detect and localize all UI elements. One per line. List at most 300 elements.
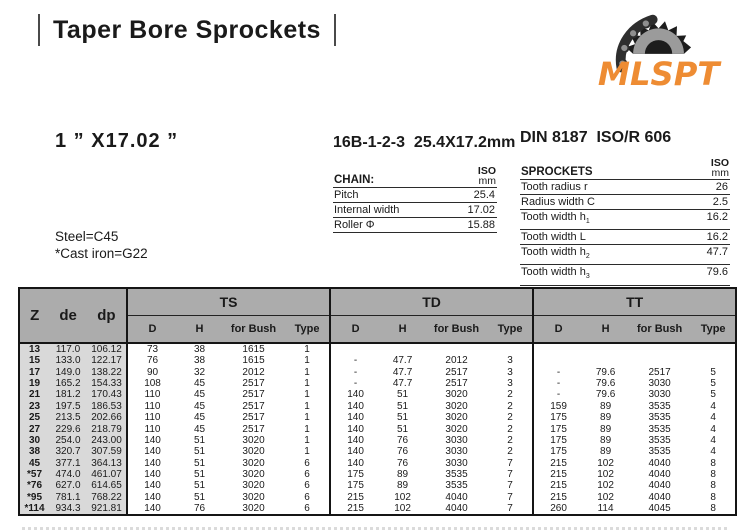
table-cell: 45: [193, 400, 206, 412]
table-cell: 5: [710, 366, 716, 378]
size-label: 1 ” X17.02 ”: [55, 130, 179, 152]
table-cell: 2517: [242, 377, 265, 389]
table-cell: 76: [396, 434, 409, 446]
table-row: [19, 423, 736, 434]
table-cell: 4: [710, 400, 716, 412]
table-cell: 4: [710, 434, 716, 446]
table-cell: 8: [710, 503, 716, 515]
table-row: [19, 378, 736, 389]
table-cell: [583, 355, 628, 366]
table-cell: 51: [396, 389, 409, 401]
group-header-td: TD: [330, 288, 533, 316]
brand-logo: [594, 2, 726, 90]
table-cell: 202.66: [87, 412, 127, 423]
spec-label: Tooth radius r: [521, 181, 588, 193]
table-cell: 4040: [648, 491, 671, 503]
table-cell: 3020: [445, 400, 468, 412]
table-cell: 175: [533, 423, 583, 434]
table-cell: 45: [193, 412, 206, 424]
table-cell: 4045: [648, 503, 671, 515]
table-cell: 229.6: [49, 423, 87, 434]
table-cell: 19: [19, 378, 49, 389]
table-cell: [628, 355, 691, 366]
table-cell: 2: [507, 446, 513, 458]
table-cell: 23: [19, 401, 49, 412]
table-cell: 175: [330, 469, 380, 480]
table-cell: 215: [330, 492, 380, 503]
table-cell: 102: [597, 457, 614, 469]
spec-row: [520, 195, 730, 210]
table-cell: 47.7: [392, 355, 413, 367]
table-cell: 7: [507, 503, 513, 515]
table-cell: 3020: [242, 434, 265, 446]
spec-value: 25.4: [473, 189, 495, 201]
table-cell: 2517: [648, 366, 671, 378]
table-cell: 51: [193, 491, 206, 503]
material-line-steel: Steel=C45: [55, 229, 119, 244]
table-cell: 76: [396, 457, 409, 469]
table-cell: 8: [710, 480, 716, 492]
table-cell: 2517: [242, 412, 265, 424]
table-cell: 6: [304, 457, 310, 469]
table-cell: 117.0: [49, 343, 87, 355]
table-cell: 175: [533, 446, 583, 457]
table-cell: 3535: [445, 480, 468, 492]
table-cell: [488, 343, 533, 355]
table-cell: 2012: [445, 355, 468, 367]
table-row: [19, 503, 736, 515]
table-cell: 89: [600, 412, 612, 424]
table-cell: 1: [304, 344, 310, 355]
table-cell: 108: [127, 378, 177, 389]
dimension-table-wrap: [18, 287, 737, 516]
table-cell: 8: [710, 469, 716, 481]
table-cell: -: [330, 355, 380, 366]
table-cell: -: [330, 366, 380, 377]
table-cell: 7: [507, 469, 513, 481]
table-cell: 260: [533, 503, 583, 515]
table-cell: 140: [330, 446, 380, 457]
spec-row: [333, 188, 497, 203]
table-cell: 4: [710, 446, 716, 458]
spec-label: Tooth width $h_2$: [521, 246, 590, 261]
table-cell: 3535: [445, 469, 468, 481]
table-cell: 106.12: [87, 343, 127, 355]
standard-heading: DIN 8187 ISO/R 606: [520, 129, 672, 146]
table-cell: 320.7: [49, 446, 87, 457]
subheader-tt-d: D: [533, 316, 583, 344]
table-cell: 474.0: [49, 469, 87, 480]
spec-row: [520, 180, 730, 195]
table-cell: 4: [710, 412, 716, 424]
table-cell: 6: [304, 503, 310, 515]
table-cell: 133.0: [49, 355, 87, 366]
subheader-tt-bush: for Bush: [628, 316, 691, 344]
table-cell: 110: [127, 401, 177, 412]
table-cell: *114: [19, 503, 49, 515]
table-cell: -: [533, 378, 583, 389]
table-cell: 170.43: [87, 389, 127, 400]
table-cell: 25: [19, 412, 49, 423]
table-cell: 1615: [242, 344, 265, 355]
table-row: [19, 446, 736, 457]
table-cell: 197.5: [49, 401, 87, 412]
table-cell: 218.79: [87, 423, 127, 434]
table-cell: 1: [304, 423, 310, 435]
table-cell: 3020: [242, 469, 265, 481]
title-left-bar: [38, 14, 40, 46]
table-cell: 3030: [445, 457, 468, 469]
table-cell: [691, 343, 736, 355]
table-cell: 6: [304, 469, 310, 481]
spec-label: Pitch: [334, 189, 359, 201]
group-header-tt: TT: [533, 288, 736, 316]
table-row: [19, 480, 736, 491]
table-cell: [628, 343, 691, 355]
table-cell: 140: [127, 446, 177, 457]
table-cell: 89: [600, 434, 612, 446]
table-cell: 4040: [445, 503, 468, 515]
table-cell: 307.59: [87, 446, 127, 457]
table-cell: 1: [304, 366, 310, 378]
table-cell: 213.5: [49, 412, 87, 423]
table-cell: 781.1: [49, 492, 87, 503]
spec-label: Tooth width $h_3$: [521, 266, 590, 281]
table-cell: 102: [394, 491, 411, 503]
table-cell: 122.17: [87, 355, 127, 366]
table-cell: 3020: [242, 457, 265, 469]
table-cell: 215: [330, 503, 380, 515]
table-cell: [533, 343, 583, 355]
table-cell: 3535: [648, 434, 671, 446]
table-cell: 254.0: [49, 435, 87, 446]
table-row: [19, 435, 736, 446]
table-cell: 175: [533, 412, 583, 423]
table-cell: 1: [304, 400, 310, 412]
subheader-tt-type: Type: [691, 316, 736, 344]
spec-value: 15.88: [467, 219, 495, 231]
spec-row: [333, 218, 497, 233]
spec-label: Tooth width L: [521, 231, 586, 244]
sprocket-spec-unit: ISO mm: [710, 157, 729, 179]
table-cell: 3030: [648, 377, 671, 389]
table-cell: [330, 343, 380, 355]
table-cell: 3020: [242, 491, 265, 503]
table-cell: *57: [19, 469, 49, 480]
table-cell: 2: [507, 423, 513, 435]
table-cell: -: [533, 366, 583, 377]
table-cell: 2: [507, 434, 513, 446]
chain-spec-rows: [333, 188, 497, 233]
table-cell: 3020: [242, 480, 265, 492]
table-cell: 38: [19, 446, 49, 457]
table-cell: 921.81: [87, 503, 127, 515]
table-cell: 140: [330, 412, 380, 423]
table-cell: 4040: [648, 480, 671, 492]
table-cell: 89: [600, 400, 612, 412]
table-cell: 614.65: [87, 480, 127, 491]
table-cell: 3020: [445, 423, 468, 435]
table-cell: [691, 355, 736, 366]
material-note: [55, 228, 148, 262]
table-cell: 110: [127, 423, 177, 434]
table-cell: 4: [710, 423, 716, 435]
table-row: [19, 469, 736, 480]
table-cell: 3535: [648, 412, 671, 424]
table-cell: 15: [19, 355, 49, 366]
table-cell: 1: [304, 446, 310, 458]
table-cell: 89: [600, 446, 612, 458]
table-cell: 76: [193, 503, 206, 515]
table-cell: 5: [710, 377, 716, 389]
table-cell: 6: [304, 480, 310, 492]
table-cell: 51: [193, 446, 206, 458]
table-cell: 2517: [242, 389, 265, 401]
table-cell: 138.22: [87, 366, 127, 377]
table-cell: 51: [396, 412, 409, 424]
sprocket-spec-title: SPROCKETS: [521, 166, 593, 178]
table-cell: 215: [533, 492, 583, 503]
dimension-table: [18, 287, 737, 516]
subheader-ts-h: H: [177, 316, 222, 344]
table-cell: 38: [193, 355, 206, 367]
table-cell: 3030: [445, 446, 468, 458]
table-cell: 79.6: [595, 389, 616, 401]
table-cell: 140: [330, 458, 380, 469]
subheader-ts-d: D: [127, 316, 177, 344]
table-row: [19, 412, 736, 423]
table-cell: 30: [19, 435, 49, 446]
table-cell: 6: [304, 491, 310, 503]
table-cell: 76: [396, 446, 409, 458]
table-cell: 76: [127, 355, 177, 366]
subheader-tt-h: H: [583, 316, 628, 344]
sprocket-spec-header: [520, 158, 730, 180]
table-cell: 73: [127, 343, 177, 355]
table-cell: 1: [304, 434, 310, 446]
spec-value: 17.02: [467, 204, 495, 216]
table-cell: 102: [597, 480, 614, 492]
logo-wordmark: MLSPT: [597, 55, 720, 90]
spec-label: Roller Φ: [334, 219, 375, 231]
table-cell: 79.6: [595, 366, 616, 378]
cut-off-footnote: [22, 527, 728, 530]
table-cell: 154.33: [87, 378, 127, 389]
table-cell: 51: [193, 469, 206, 481]
spec-value: 26: [715, 181, 728, 193]
row-header-z-de-dp: Z de dp: [19, 288, 127, 343]
table-cell: 3535: [648, 423, 671, 435]
spec-value: 47.7: [706, 246, 728, 259]
spec-label: Tooth width $h_1$: [521, 211, 590, 226]
table-cell: 461.07: [87, 469, 127, 480]
table-cell: [425, 343, 488, 355]
spec-value: 79.6: [706, 266, 728, 279]
table-cell: 8: [710, 491, 716, 503]
table-row: [19, 389, 736, 400]
table-cell: 8: [710, 457, 716, 469]
table-cell: 45: [19, 458, 49, 469]
table-cell: 5: [710, 389, 716, 401]
table-cell: -: [330, 378, 380, 389]
spec-row: [520, 230, 730, 245]
table-cell: 175: [330, 480, 380, 491]
table-cell: 140: [127, 480, 177, 491]
table-cell: 89: [600, 423, 612, 435]
subheader-td-h: H: [380, 316, 425, 344]
table-cell: 1: [304, 377, 310, 389]
sprocket-spec-list: [520, 158, 730, 286]
table-cell: [583, 343, 628, 355]
page-title: Taper Bore Sprockets: [53, 15, 321, 44]
table-cell: 140: [330, 435, 380, 446]
table-cell: 2517: [445, 377, 468, 389]
chain-heading: 16B-1-2-3 25.4X17.2mm: [333, 134, 516, 151]
spec-row: [333, 203, 497, 218]
subheader-ts-bush: for Bush: [222, 316, 285, 344]
table-cell: 13: [19, 343, 49, 355]
table-cell: 140: [330, 423, 380, 434]
table-cell: 110: [127, 412, 177, 423]
table-cell: *76: [19, 480, 49, 491]
table-cell: -: [533, 389, 583, 400]
table-cell: 2012: [242, 366, 265, 378]
table-cell: 47.7: [392, 377, 413, 389]
table-row: [19, 401, 736, 412]
chain-spec-unit: ISO mm: [477, 165, 496, 187]
table-cell: 140: [330, 389, 380, 400]
table-cell: [533, 355, 583, 366]
spec-label: Radius width C: [521, 196, 595, 208]
subheader-td-type: Type: [488, 316, 533, 344]
table-cell: 2517: [242, 400, 265, 412]
table-cell: 3020: [242, 446, 265, 458]
table-cell: 1: [304, 389, 310, 401]
table-cell: 175: [533, 435, 583, 446]
table-cell: 7: [507, 457, 513, 469]
table-cell: 2: [507, 400, 513, 412]
spec-value: 16.2: [706, 231, 728, 244]
table-cell: 51: [396, 423, 409, 435]
sprocket-spec-rows: [520, 180, 730, 286]
table-cell: 215: [533, 469, 583, 480]
table-row: [19, 343, 736, 355]
table-cell: 89: [396, 480, 409, 492]
table-cell: 377.1: [49, 458, 87, 469]
table-cell: 140: [127, 492, 177, 503]
table-row: [19, 366, 736, 377]
table-cell: 140: [127, 469, 177, 480]
table-cell: 7: [507, 480, 513, 492]
table-cell: 2517: [445, 366, 468, 378]
table-cell: 3030: [648, 389, 671, 401]
table-cell: 1: [304, 412, 310, 424]
table-cell: 3020: [242, 503, 265, 515]
page-title-row: [38, 14, 336, 46]
table-cell: 149.0: [49, 366, 87, 377]
table-cell: 89: [396, 469, 409, 481]
sprocket-chain-icon: [594, 2, 726, 90]
table-cell: 364.13: [87, 458, 127, 469]
table-cell: *95: [19, 492, 49, 503]
table-cell: 47.7: [392, 366, 413, 378]
table-cell: 21: [19, 389, 49, 400]
table-cell: 140: [127, 458, 177, 469]
table-cell: 2: [507, 389, 513, 401]
table-cell: 90: [127, 366, 177, 377]
table-cell: 181.2: [49, 389, 87, 400]
spec-value: 16.2: [706, 211, 728, 223]
chain-spec-list: [333, 166, 497, 233]
table-cell: 159: [533, 401, 583, 412]
table-cell: 27: [19, 423, 49, 434]
table-cell: 45: [193, 423, 206, 435]
table-cell: 1615: [242, 355, 265, 367]
table-row: [19, 355, 736, 366]
table-cell: 627.0: [49, 480, 87, 491]
table-cell: 140: [127, 435, 177, 446]
table-cell: 768.22: [87, 492, 127, 503]
table-cell: 934.3: [49, 503, 87, 515]
chain-spec-header: [333, 166, 497, 188]
table-cell: 3020: [445, 389, 468, 401]
table-cell: 51: [193, 480, 206, 492]
table-cell: [380, 343, 425, 355]
table-cell: 2517: [242, 423, 265, 435]
table-cell: 114: [597, 503, 614, 515]
title-right-bar: [334, 14, 336, 46]
table-cell: 79.6: [595, 377, 616, 389]
table-cell: 2: [507, 412, 513, 424]
table-cell: 165.2: [49, 378, 87, 389]
table-cell: 186.53: [87, 401, 127, 412]
table-cell: 3020: [445, 412, 468, 424]
table-cell: 45: [193, 377, 206, 389]
table-cell: 3535: [648, 400, 671, 412]
subheader-td-bush: for Bush: [425, 316, 488, 344]
table-cell: 3535: [648, 446, 671, 458]
spec-row: [520, 210, 730, 230]
table-cell: 7: [507, 491, 513, 503]
table-cell: 215: [533, 480, 583, 491]
spec-row: [520, 245, 730, 265]
spec-value: 2.5: [712, 196, 728, 208]
table-cell: 32: [193, 366, 206, 378]
table-cell: 38: [193, 344, 206, 355]
table-row: [19, 458, 736, 469]
table-cell: 3: [507, 355, 513, 367]
table-cell: 17: [19, 366, 49, 377]
table-cell: 51: [193, 434, 206, 446]
table-cell: 4040: [445, 491, 468, 503]
subheader-ts-type: Type: [285, 316, 330, 344]
table-cell: 3: [507, 377, 513, 389]
chain-spec-title: CHAIN:: [334, 174, 375, 186]
spec-row: [520, 265, 730, 285]
table-cell: 243.00: [87, 435, 127, 446]
material-line-cast-iron: *Cast iron=G22: [55, 246, 148, 261]
spec-label: Internal width: [334, 204, 400, 216]
table-cell: 1: [304, 355, 310, 367]
dimension-table-body: [19, 343, 736, 515]
table-cell: 140: [330, 401, 380, 412]
table-cell: 3: [507, 366, 513, 378]
table-cell: 102: [597, 491, 614, 503]
table-cell: 102: [394, 503, 411, 515]
group-header-ts: TS: [127, 288, 330, 316]
table-cell: 102: [597, 469, 614, 481]
table-cell: 3030: [445, 434, 468, 446]
